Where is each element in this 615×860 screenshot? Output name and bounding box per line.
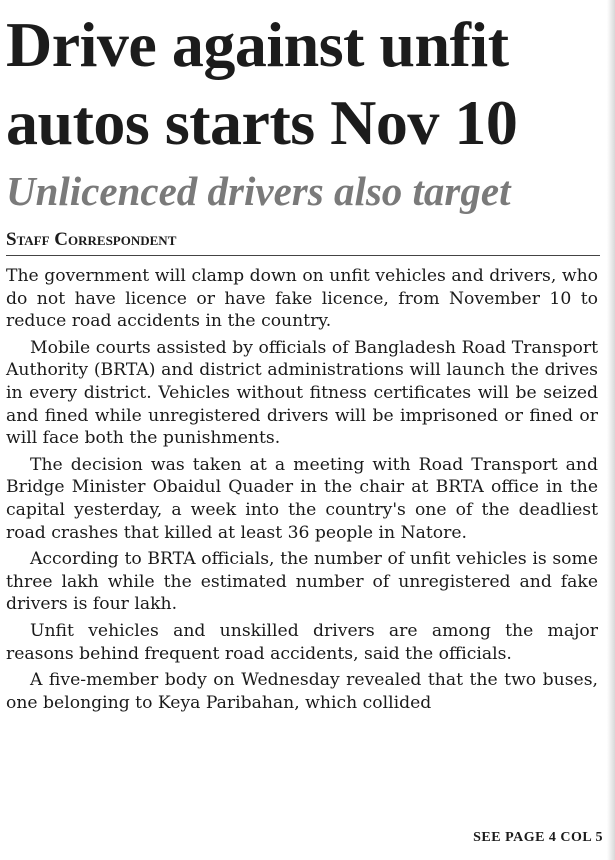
page-edge-shadow — [607, 0, 615, 860]
article-paragraph-3: The decision was taken at a meeting with Road Transport and Bridge Minister Obaidul Quader in the chair at BRTA office in the capital yesterday, a week into the country's one of the deadliest road crashes that killed at least 36 people in Natore. — [6, 454, 598, 543]
subheadline: Unlicenced drivers also target — [6, 168, 511, 214]
headline — [6, 6, 606, 162]
article-paragraph-1: The government will clamp down on unfit vehicles and drivers, who do not have licence or have fake licence, from November 10 to reduce road accidents in the country. — [6, 266, 598, 332]
headline-line-2: autos starts Nov 10 — [6, 87, 518, 158]
headline-line-1: Drive against unfit — [6, 9, 509, 80]
article-paragraph-6: A five-member body on Wednesday revealed that the two buses, one belonging to Keya Paribahan, which collided — [6, 670, 598, 713]
byline-divider — [6, 255, 600, 256]
article-paragraph-4: According to BRTA officials, the number of unfit vehicles is some three lakh while the estimated number of unregistered and fake drivers is four lakh. — [6, 549, 598, 615]
continued-on-note: SEE PAGE 4 COL 5 — [473, 830, 603, 845]
article-paragraph-2: Mobile courts assisted by officials of Bangladesh Road Transport Authority (BRTA) and district administrations will launch the drives in every district. Vehicles without fitness certificates will be seized and fined while unregistered drivers will be imprisoned or fined or will face both the punishments. — [6, 337, 598, 449]
article-body — [6, 265, 598, 718]
byline: Staff Correspondent — [6, 229, 177, 250]
article-paragraph-5: Unfit vehicles and unskilled drivers are among the major reasons behind frequent road accidents, said the officials. — [6, 620, 598, 664]
